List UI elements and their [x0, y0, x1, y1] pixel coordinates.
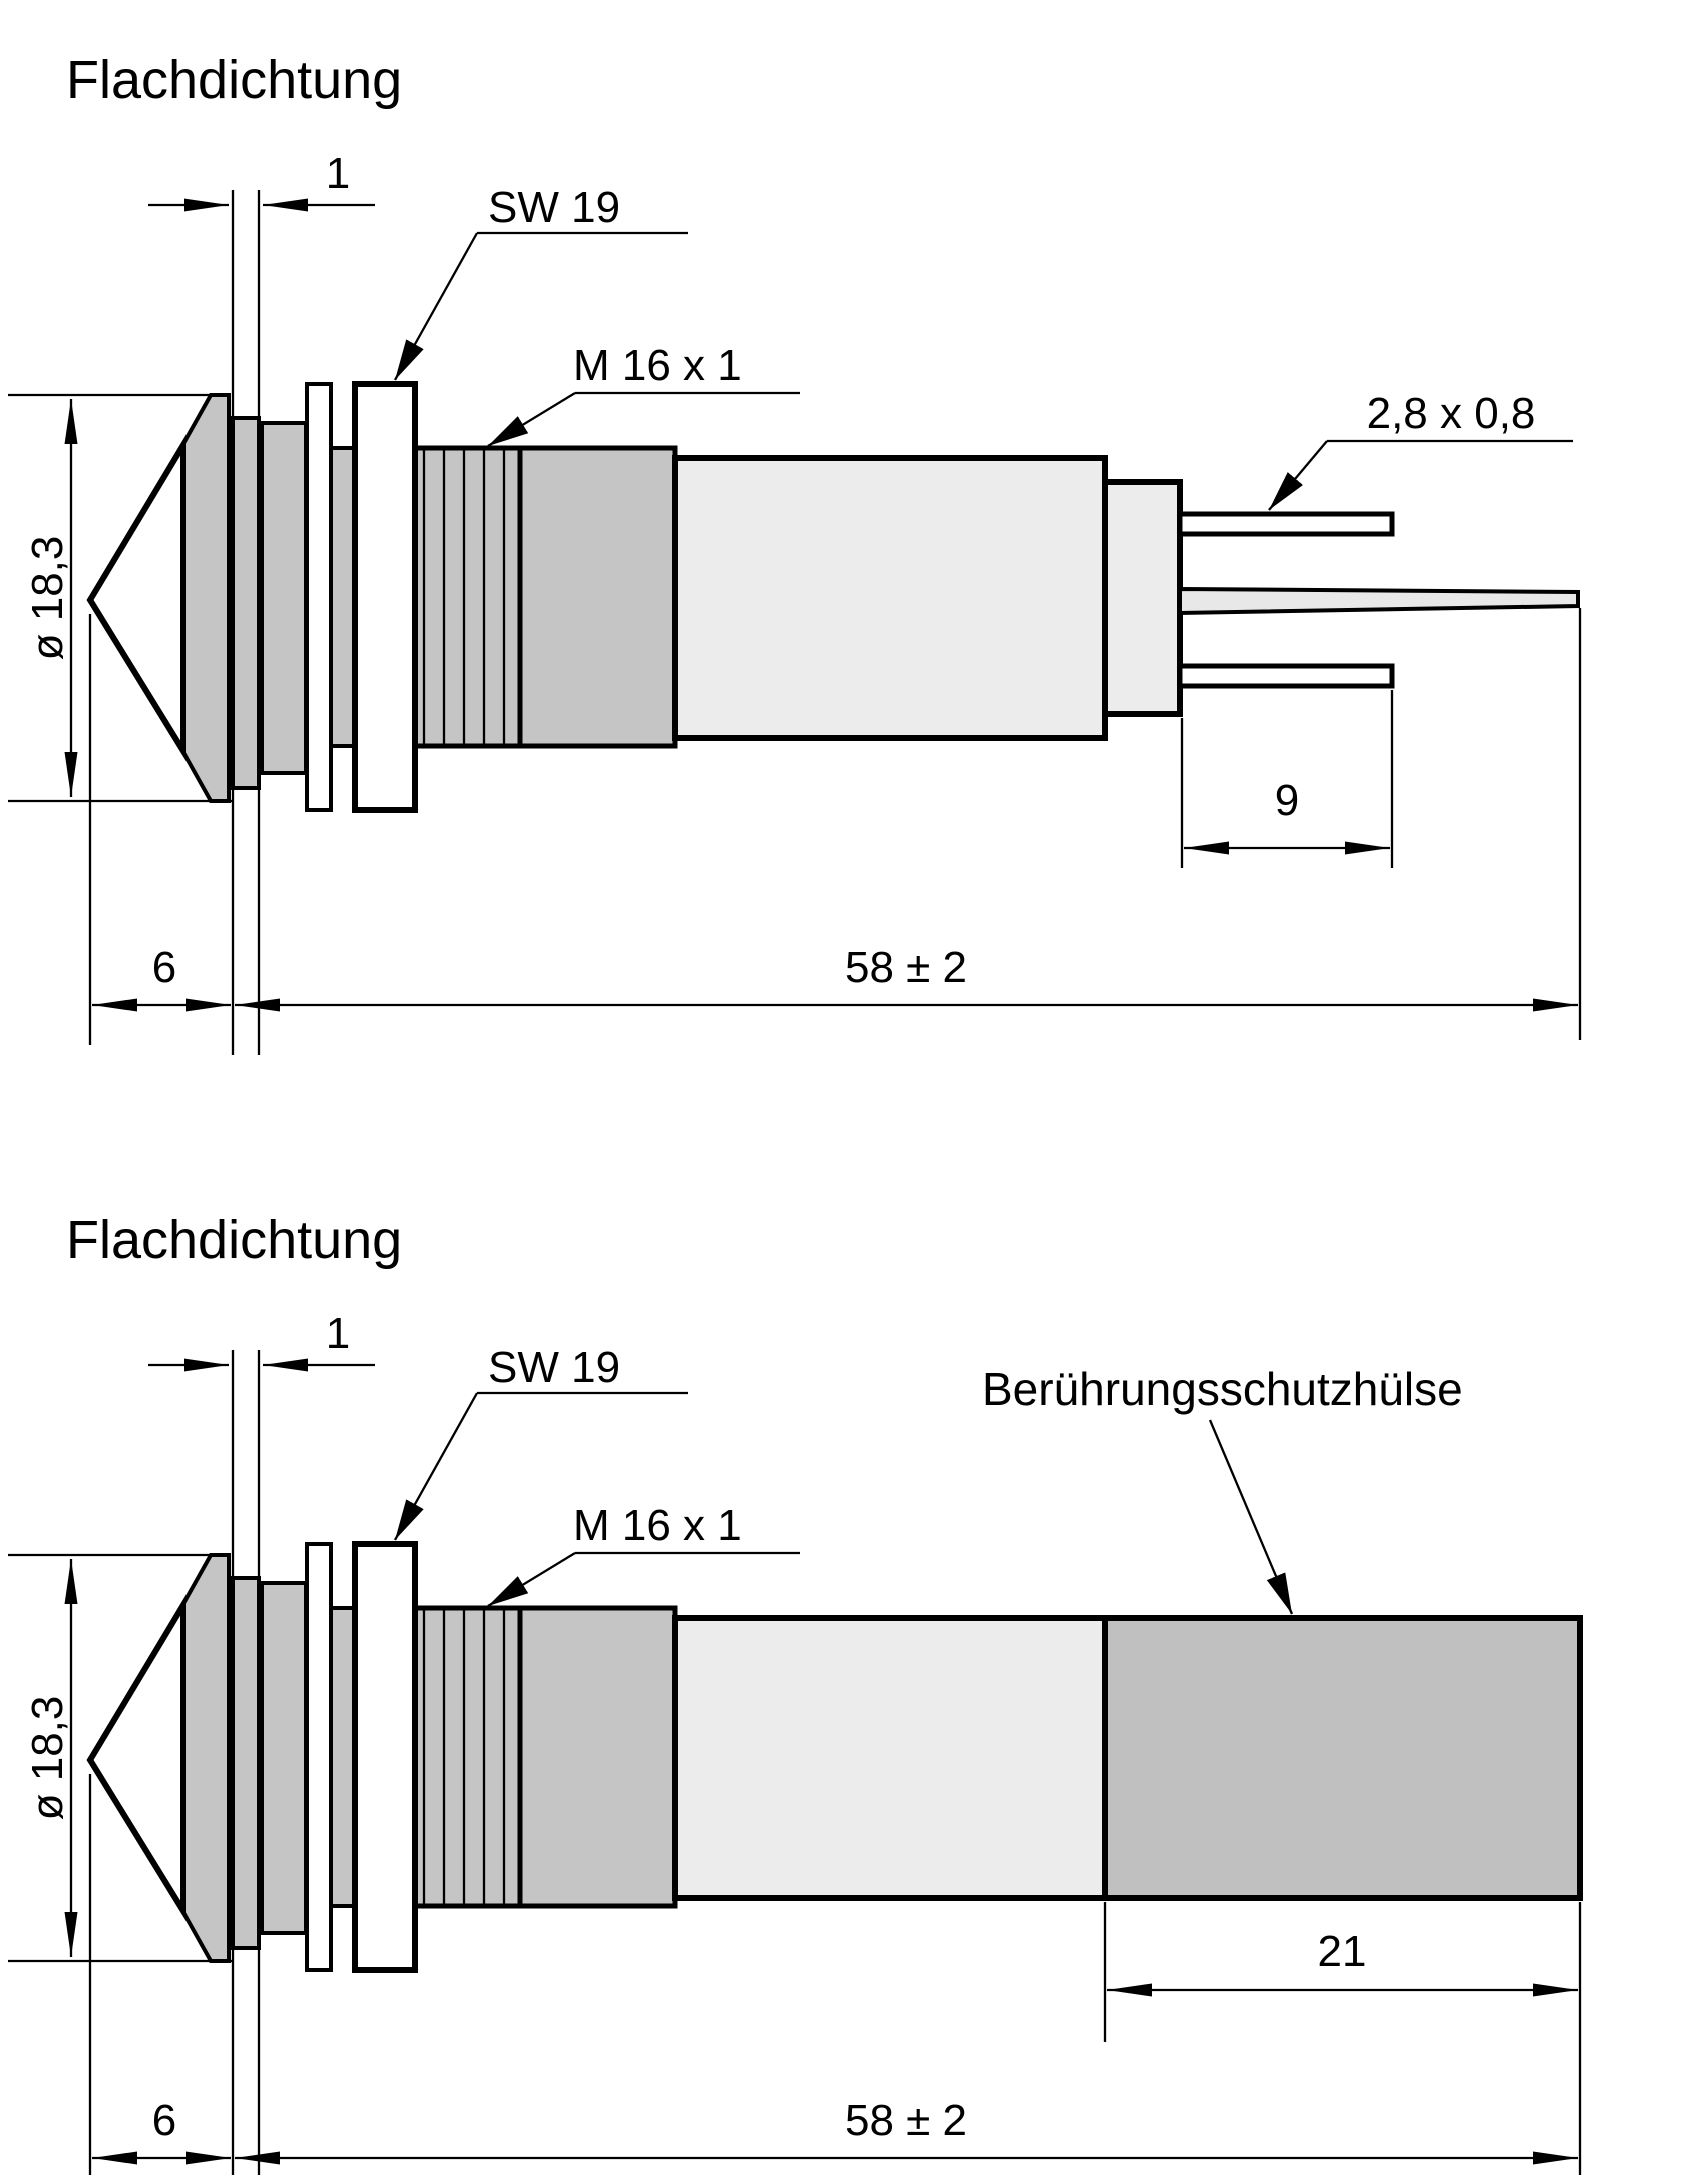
dim-diameter-value: ø 18,3	[23, 1695, 72, 1821]
label-thread-spec	[488, 341, 800, 446]
cone-lens	[90, 1605, 183, 1911]
protective-sleeve	[1105, 1618, 1580, 1898]
dim-front-protrusion-value: 6	[151, 2096, 177, 2145]
dim-gasket-thickness-value: 1	[325, 149, 351, 198]
front-bezel	[183, 395, 229, 801]
label-protective-sleeve	[982, 1363, 1463, 1614]
drawing-top-pins-variant	[8, 50, 1580, 1055]
front-bezel	[183, 1555, 229, 1961]
rear-cap	[1105, 482, 1180, 714]
dim-pin-length-value: 9	[1274, 776, 1300, 825]
dim-body-length-value: 58 ± 2	[844, 2096, 968, 2145]
label-thread-spec	[488, 1501, 800, 1606]
lamp-side-view	[90, 384, 1578, 810]
dim-body-length	[235, 1902, 1580, 2175]
dim-sleeve-length	[1105, 1902, 1578, 2042]
flat-gasket	[233, 418, 259, 788]
hex-nut	[355, 384, 415, 810]
label-pin-cross-section-text: 2,8 x 0,8	[1366, 389, 1536, 438]
label-pin-cross-section	[1269, 389, 1573, 510]
label-thread-spec-text: M 16 x 1	[573, 1501, 742, 1550]
housing-spacer	[331, 448, 355, 746]
flat-gasket	[233, 1578, 259, 1948]
drawing-title: Flachdichtung	[66, 1210, 403, 1270]
thread-base-section	[520, 1608, 675, 1906]
lamp-body	[675, 1618, 1105, 1898]
dim-gasket-thickness-value: 1	[325, 1309, 351, 1358]
label-wrench-size-text: SW 19	[488, 183, 621, 232]
lamp-side-view	[90, 1544, 1580, 1970]
solder-pin-top	[1180, 514, 1392, 534]
label-thread-spec-text: M 16 x 1	[573, 341, 742, 390]
dim-pin-length	[1182, 690, 1392, 868]
dim-diameter-value: ø 18,3	[23, 535, 72, 661]
washer	[307, 384, 331, 810]
thread-base-section	[520, 448, 675, 746]
solder-pin-middle	[1180, 589, 1578, 613]
dim-gasket-thickness	[148, 1309, 375, 1365]
drawing-bottom-sleeve-variant	[8, 1210, 1580, 2175]
dim-sleeve-length-value: 21	[1317, 1927, 1367, 1976]
dim-gasket-thickness	[148, 149, 375, 205]
solder-pin-bottom	[1180, 666, 1392, 686]
dim-front-protrusion-value: 6	[151, 943, 177, 992]
front-collar	[262, 1583, 306, 1933]
front-collar	[262, 423, 306, 773]
label-protective-sleeve-text: Berührungsschutzhülse	[982, 1363, 1463, 1415]
housing-spacer	[331, 1608, 355, 1906]
label-wrench-size-text: SW 19	[488, 1343, 621, 1392]
dim-body-length-value: 58 ± 2	[844, 943, 968, 992]
hex-nut	[355, 1544, 415, 1970]
drawing-title: Flachdichtung	[66, 50, 403, 110]
cone-lens	[90, 445, 183, 751]
lamp-body	[675, 458, 1105, 738]
washer	[307, 1544, 331, 1970]
